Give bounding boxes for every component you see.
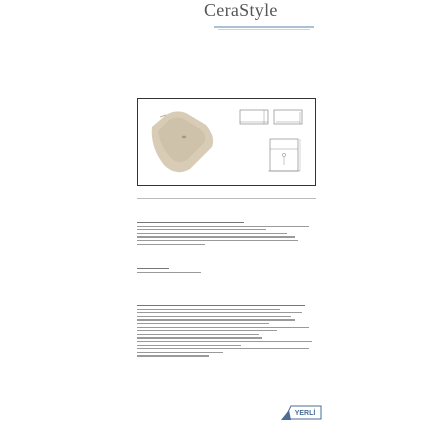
product-image-box <box>137 98 316 186</box>
brand-logo <box>204 0 314 32</box>
basin-top-view-drawing <box>238 107 308 129</box>
spec-lines <box>137 268 316 275</box>
brand-underline <box>214 26 314 31</box>
features-paragraph <box>137 305 316 359</box>
brand-name: CeraStyle <box>204 0 278 20</box>
badge-flag-icon <box>281 404 323 421</box>
section-divider <box>137 198 316 199</box>
basin-front-view-drawing <box>266 135 304 179</box>
badge <box>281 404 323 421</box>
badge-text: YERLİ <box>294 410 316 417</box>
description-paragraph <box>137 222 316 247</box>
ceramic-basin-image <box>146 107 216 179</box>
